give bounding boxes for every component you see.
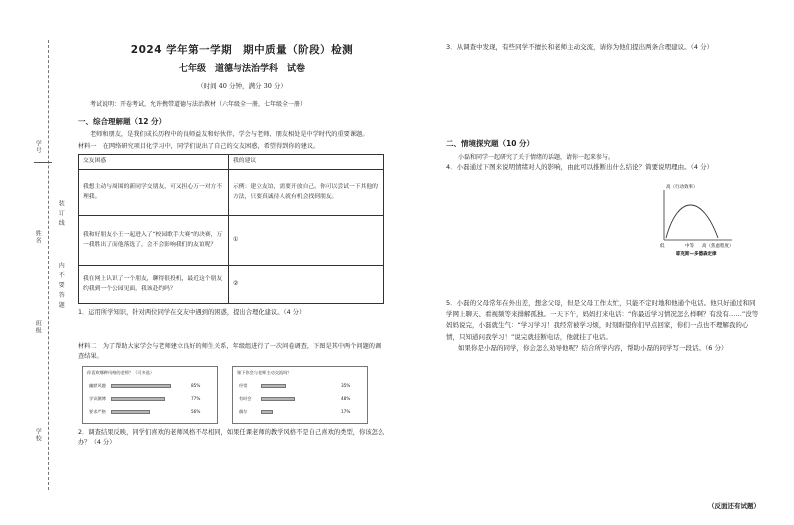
seal-text-1: 装 订 线 [57, 200, 65, 227]
chart-category-label: 经常 [239, 383, 248, 389]
seal-text-2: 内 不 要 答 题 [57, 262, 65, 309]
answer-cell-2[interactable]: ② [229, 266, 384, 304]
table-header: 我的建议 [229, 155, 384, 170]
chart-value-label: 77% [191, 396, 201, 402]
chart-bar [261, 384, 286, 388]
table-row [79, 266, 384, 304]
chart-bar-row [89, 409, 201, 416]
question-3: 3．从调查中发现，有些同学不擅长和老师主动交流，请你为他们提出两条合理建议。（4 分） [446, 43, 714, 51]
question-5: 5．小磊的父母常年在外出差，想念父母，但是父母工作太忙，只能不定时地和他通个电话。他只好通过和同学网上聊天、看视频等来排解孤独。一天下午，妈妈打来电话：“你最近学习情况怎么样啊？有没有……”没等妈妈说完，小磊就生气：“学习学习！我经常被学习烦，时刻盼望你们早点回家，你们一点也不理解我的心情，只知道问我学习！”说完就挂断电话，他就挂了电话。 [446, 298, 759, 341]
yerkes-dodson-graph [656, 182, 736, 262]
chart-category-label: 有时会 [239, 396, 252, 402]
binding-margin [0, 0, 72, 525]
question-5-prompt: 如果你是小磊的同学，你会怎么劝导他呢？结合所学内容，帮助小磊的同学写一段话。（6 分） [458, 344, 728, 353]
exam-title: 2024 学年第一学期 期中质量（阶段）检测 [130, 44, 354, 56]
table-header: 交友困惑 [79, 155, 229, 170]
answer-cell-1[interactable]: ① [229, 216, 384, 266]
chart-bar [261, 397, 295, 401]
graph-y-label: 高（行动效率） [666, 184, 698, 190]
graph-x-high: 高（焦虑程度） [702, 243, 734, 249]
graph-x-mid: 中等 [685, 243, 694, 249]
name-label: 姓名 [34, 230, 42, 244]
chart-title: 你喜欢哪种风格的老师？（可多选） [87, 370, 155, 376]
part2-intro: 小磊和同学一起研究了关于情绪的话题，请你一起来参与。 [458, 154, 615, 161]
survey-chart-teacher-style [82, 366, 218, 424]
table-row [79, 170, 384, 216]
graph-svg [656, 182, 736, 262]
part1-heading: 一、综合理解题（12 分） [78, 116, 167, 126]
footer-note: （反面还有试题） [708, 501, 760, 510]
graph-caption: 耶克斯—多德森定律 [676, 251, 717, 257]
chart-bar [111, 410, 150, 414]
survey-charts [82, 366, 386, 424]
table-row [79, 216, 384, 266]
chart-value-label: 35% [341, 383, 351, 389]
part2-heading: 二、情境探究题（10 分） [446, 139, 535, 149]
table-cell: 我在网上认识了一个朋友，聊得很投机，最近这个朋友约我到一个公园见面，我该赴约吗？ [79, 266, 229, 304]
table-cell: 我想主动与周围的新同学交朋友，可又担心万一对方不理我。 [79, 170, 229, 216]
chart-value-label: 48% [341, 396, 351, 402]
chart-category-label: 学识渊博 [89, 396, 106, 402]
chart-bar-row [89, 396, 201, 403]
exam-time: （时间 40 分钟，满分 30 分） [197, 82, 287, 91]
exam-subtitle: 七年级 道德与法治学科 试卷 [178, 64, 305, 75]
chart-value-label: 85% [191, 383, 201, 389]
chart-bar-row [239, 409, 351, 416]
school-label: 学校 [34, 428, 42, 442]
chart-value-label: 17% [341, 409, 351, 415]
table-header-row [79, 155, 384, 170]
material-2: 材料二 为了帮助大家学会与老师建立良好的师生关系，年级组进行了一次问卷调查，下图是其中两个问题的调查结果。 [78, 343, 382, 360]
chart-bar [111, 384, 171, 388]
chart-bar-row [239, 396, 351, 403]
chart-category-label: 要求严格 [89, 409, 106, 415]
left-column [78, 42, 386, 448]
friendship-table [78, 154, 384, 304]
chart-value-label: 56% [191, 409, 201, 415]
student-id-label: 学号 [34, 140, 42, 154]
right-column [446, 42, 760, 355]
part1-intro: 老师和朋友，是我们成长历程中的良师益友和好伙伴，学会与老师、朋友相处是中学时代的重要课题。 [90, 131, 369, 139]
question-1: 1．运用所学知识，针对两位同学在交友中遇到的困惑，提出合理化建议。（4 分） [78, 309, 306, 317]
chart-bar-row [239, 383, 351, 390]
chart-bar [111, 397, 165, 401]
chart-category-label: 偶尔 [239, 409, 248, 415]
chart-category-label: 幽默风趣 [89, 383, 106, 389]
table-cell: 示例：建立友谊，需要开放自己。你可以尝试一下其他的方法，只要真诚待人就有机会找到朋友。 [229, 170, 384, 216]
graph-curve [666, 205, 718, 238]
chart-title: 课下你会与老师主动交流吗？ [237, 370, 292, 376]
student-id-blank [34, 162, 52, 163]
class-label: 班级 [34, 320, 42, 334]
survey-chart-communication [232, 366, 368, 424]
question-2: 2．调查结果反映，同学们喜欢的老师风格不尽相同，如果任课老师的教学风格不是自己喜欢的类型，你该怎么办？（4 分） [78, 429, 385, 446]
material-1: 材料一 在网络研究项目化学习中，同学们说出了自己的交友困惑，希望得到你的建议。 [78, 142, 320, 150]
binding-line [48, 40, 49, 490]
question-4: 4．小磊通过下图来说明情绪对人的影响，由此可以推断出什么结论？简要说明理由。（4 分） [446, 163, 714, 172]
table-cell: 我和好朋友小王一起进入了“校园歌手大赛”的决赛，万一我胜出了而他落选了，会不会影响我们的友谊呢？ [79, 216, 229, 266]
exam-note: 考试说明：开卷考试，允许携带道德与法治教材（六年级全一册，七年级全一册） [90, 101, 307, 109]
chart-bar [261, 410, 273, 414]
chart-bar-row [89, 383, 201, 390]
graph-x-low: 低 [660, 243, 665, 249]
